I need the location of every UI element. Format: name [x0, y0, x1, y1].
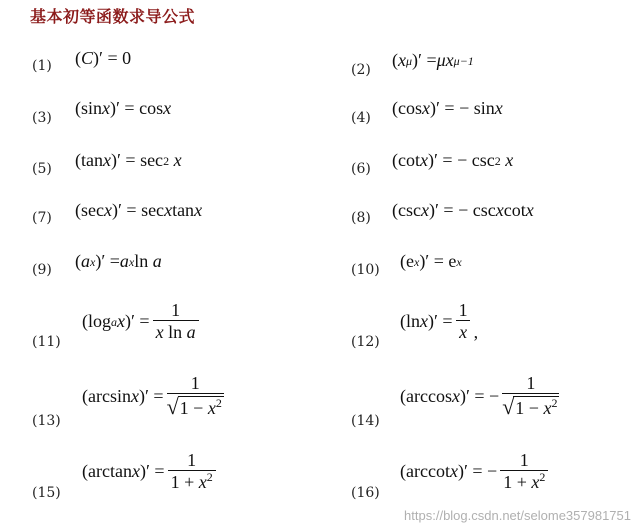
formula-number-10: (10): [351, 262, 380, 278]
fraction: 1 √ $1 - x^2$: [502, 373, 558, 419]
fraction: 1 √ $1 - x^2$: [166, 373, 222, 419]
formula-2: ( x μ )′ = μ x μ−1: [392, 50, 474, 70]
formula-10: (e x )′ = e x: [400, 251, 462, 271]
formula-12: (ln x )′ = $\frac{1}{x}$ ,: [400, 300, 479, 342]
fraction: $\frac{1}{\text{x ln a}}$: [153, 300, 199, 343]
formula-number-13: (13): [32, 413, 61, 429]
formula-7: (sec x )′ = sec x tan x: [75, 200, 203, 220]
fraction: $\frac{1}{x}$: [456, 300, 471, 343]
page-title: 基本初等函数求导公式: [30, 7, 196, 26]
formula-5: (tan x )′ = sec 2 x: [75, 150, 182, 170]
square-root: √ $1 - x^2$: [166, 394, 222, 419]
formula-number-4: (4): [351, 110, 371, 126]
formula-number-14: (14): [351, 413, 380, 429]
formula-number-2: (2): [351, 62, 371, 78]
formula-number-7: (7): [32, 210, 52, 226]
formula-4: (cos x )′ = − sin x: [392, 98, 503, 118]
formula-number-6: (6): [351, 161, 371, 177]
formula-6: (cot x )′ = − csc 2 x: [392, 150, 514, 170]
formula-15: (arctan x )′ = $\frac{1}{1 + x^2}$: [82, 450, 219, 493]
formula-8: (csc x )′ = − csc x cot x: [392, 200, 534, 220]
formula-number-15: (15): [32, 485, 61, 501]
formula-3: (sin x )′ = cos x: [75, 98, 172, 118]
formula-9: ( a x )′ = a x ln a: [75, 251, 162, 271]
formula-number-8: (8): [351, 210, 371, 226]
formula-number-11: (11): [32, 334, 61, 350]
formula-number-1: (1): [32, 58, 52, 74]
formula-number-16: (16): [351, 485, 380, 501]
formula-11: (log a x )′ = $\frac{1}{\text{x ln a}}$: [82, 300, 202, 343]
fraction: $\frac{1}{1 + x^2}$: [168, 450, 216, 493]
formula-number-9: (9): [32, 262, 52, 278]
formula-number-12: (12): [351, 334, 380, 350]
fraction: $\frac{1}{1 + x^2}$: [500, 450, 548, 493]
formula-1: ( C )′ = 0: [75, 48, 132, 68]
square-root: √ $1 - x^2$: [502, 394, 558, 419]
formula-number-5: (5): [32, 161, 52, 177]
formula-number-3: (3): [32, 110, 52, 126]
formula-13: (arcsin x )′ = 1 √ $1 - x^2$: [82, 373, 222, 419]
watermark: https://blog.csdn.net/selome357981751: [404, 508, 631, 523]
formula-16: (arccot x )′ = − $\frac{1}{1 + x^2}$: [400, 450, 551, 493]
formula-14: (arccos x )′ = − 1 √ $1 - x^2$: [400, 373, 558, 419]
